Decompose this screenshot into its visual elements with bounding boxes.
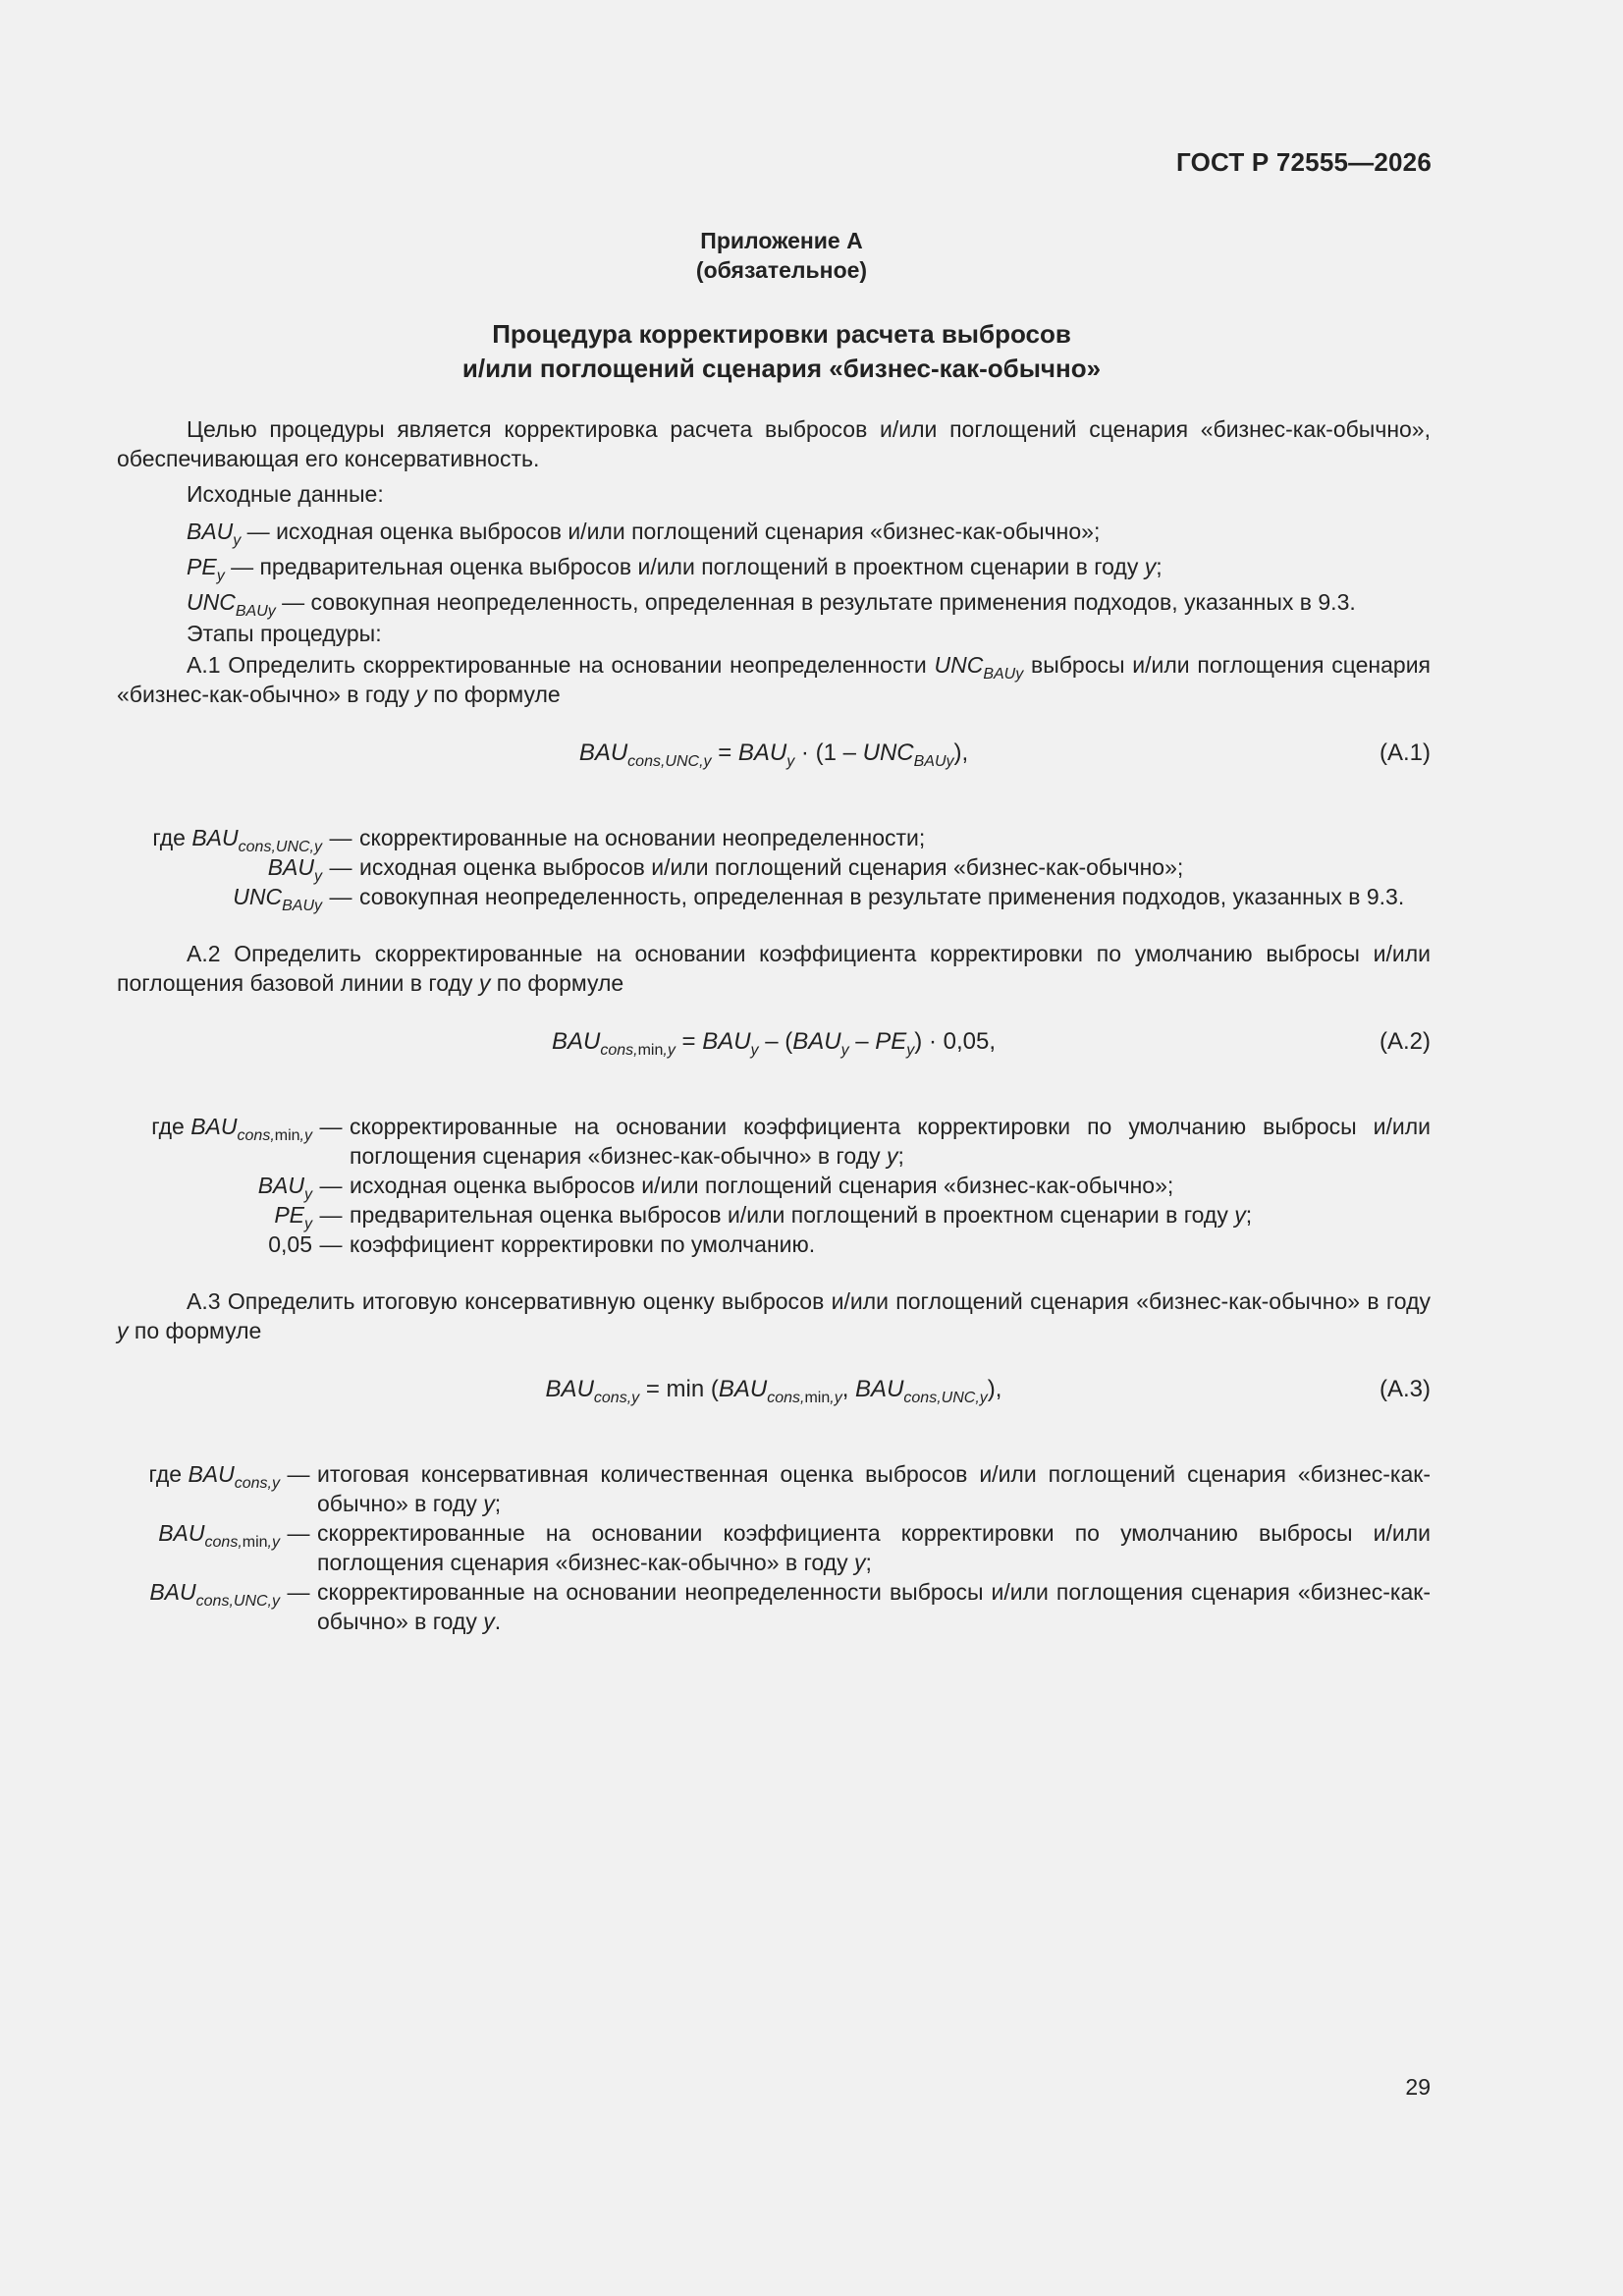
- where-a1: [117, 823, 1431, 914]
- where-a2-row: 0,05 — коэффициент корректировки по умолчанию.: [268, 1231, 816, 1257]
- appendix-title: [0, 317, 1563, 386]
- where-a1-row: $UNC_{BAUy}$ — совокупная неопределенность, определенная в результате применения подходов, указанных в 9.3.: [233, 884, 1405, 914]
- where-a3-row: где $BAU_{cons,y}$ — итоговая консервативная количественная оценка выбросов и/или поглощений сценария «бизнес-как-обычно» в году y;: [148, 1461, 1431, 1516]
- input-bau: $BAU_y$ — исходная оценка выбросов и/или поглощений сценария «бизнес-как-обычно»;: [187, 519, 1101, 549]
- formula-a3: [117, 1375, 1431, 1408]
- formula-a2-number: (А.2): [1379, 1028, 1431, 1055]
- step-a3-text: А.3 Определить итоговую консервативную оценку выбросов и/или поглощений сценария «бизнес-как-обычно» в году y по формуле: [117, 1288, 1431, 1343]
- formula-a2-expression: $BAU_{cons,min,y} = BAU_y - (BAU_y - PE_y) \cdot 0,05$,: [551, 1028, 997, 1059]
- formula-a3-expression: $BAU_{cons,y} = \min (BAU_{cons,min,y}$, $BAU_{cons,UNC,y}$),: [545, 1376, 1002, 1406]
- input-pe: $PE_y$ — предварительная оценка выбросов и/или поглощений в проектном сценарии в году y;: [187, 554, 1163, 584]
- formula-a1-expression: $BAU_{cons,UNC,y} = BAU_y \cdot (1 - UNC_{BAUy})$,: [578, 739, 969, 770]
- title-line-1: Процедура корректировки расчета выбросов: [492, 319, 1071, 349]
- appendix-heading: [0, 226, 1563, 285]
- step-a1-text: А.1 Определить скорректированные на основании неопределенности $UNC_{BAUy}$ выбросы и/или поглощения сценария «бизнес-как-обычно» в году y по формуле: [117, 652, 1431, 707]
- where-a1-row: $BAU_y$ — исходная оценка выбросов и/или поглощений сценария «бизнес-как-обычно»;: [267, 854, 1184, 885]
- purpose-paragraph: Целью процедуры является корректировка расчета выбросов и/или поглощений сценария «бизнес-как-обычно», обеспечивающая его консервативность.: [117, 416, 1431, 471]
- page-number: 29: [1405, 2074, 1431, 2100]
- where-a2-row: $PE_y$ — предварительная оценка выбросов и/или поглощений в проектном сценарии в году y;: [274, 1202, 1253, 1232]
- where-a2-row: где $BAU_{cons,min,y}$ — скорректированные на основании коэффициента корректировки по умолчанию выбросы и/или поглощения сценария «бизнес-как-обычно» в году y;: [151, 1114, 1431, 1169]
- where-a2: [117, 1112, 1431, 1259]
- inputs-heading: Исходные данные:: [187, 481, 384, 507]
- formula-a2: [117, 1027, 1431, 1061]
- document-body: [117, 414, 1431, 1636]
- where-a1-row: где $BAU_{cons,UNC,y}$ — скорректированные на основании неопределенности;: [152, 825, 926, 855]
- where-a3-row: $BAU_{cons,min,y}$ — скорректированные на основании коэффициента корректировки по умолчанию выбросы и/или поглощения сценария «бизнес-как-обычно» в году y;: [158, 1520, 1431, 1575]
- where-a2-row: $BAU_y$ — исходная оценка выбросов и/или поглощений сценария «бизнес-как-обычно»;: [257, 1173, 1174, 1203]
- input-unc: $UNC_{BAUy}$ — совокупная неопределенность, определенная в результате применения подходов, указанных в 9.3.: [187, 589, 1356, 620]
- where-a3-row: $BAU_{cons,UNC,y}$ — скорректированные на основании неопределенности выбросы и/или поглощения сценария «бизнес-как-обычно» в году y.: [149, 1579, 1431, 1634]
- appendix-status: (обязательное): [695, 257, 868, 283]
- formula-a3-number: (А.3): [1379, 1376, 1431, 1402]
- formula-a1-number: (А.1): [1379, 739, 1431, 766]
- formula-a1: [117, 738, 1431, 772]
- step-a2-text: А.2 Определить скорректированные на основании коэффициента корректировки по умолчанию выбросы и/или поглощения базовой линии в году y по формуле: [117, 941, 1431, 996]
- appendix-label: Приложение А: [700, 228, 863, 253]
- where-a3: [117, 1459, 1431, 1636]
- steps-heading: Этапы процедуры:: [187, 621, 382, 646]
- document-code: ГОСТ Р 72555—2026: [1176, 147, 1432, 177]
- title-line-2: и/или поглощений сценария «бизнес-как-обычно»: [461, 354, 1102, 383]
